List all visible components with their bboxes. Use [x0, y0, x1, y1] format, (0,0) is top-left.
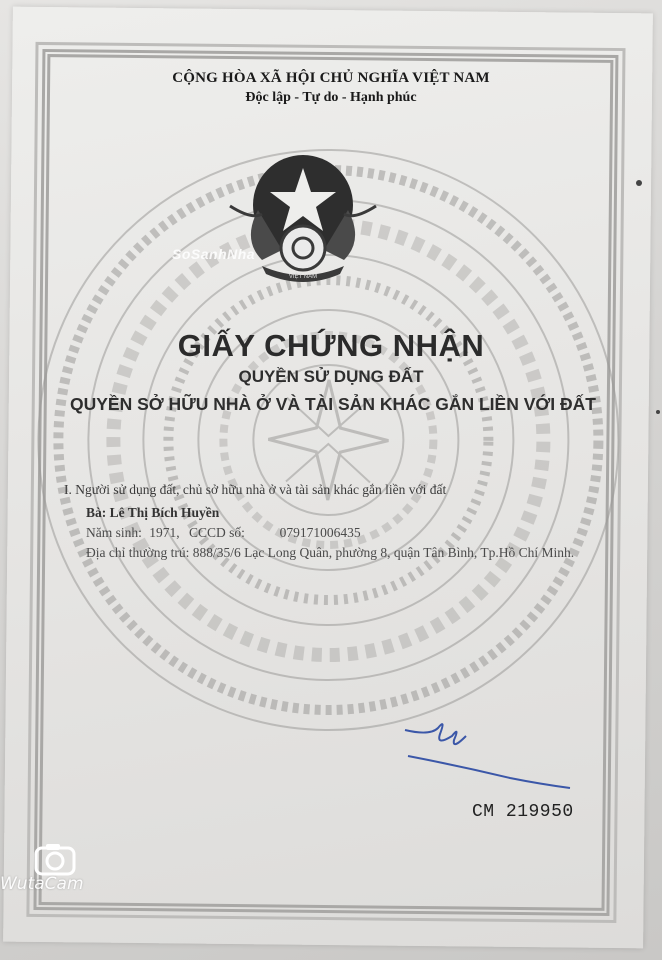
ink-signature: [400, 700, 580, 790]
birth-year: 1971,: [149, 525, 180, 540]
birth-label: Năm sinh:: [86, 525, 142, 540]
address-value: 888/35/6 Lạc Long Quân, phường 8, quận Tân Bình, Tp.Hồ Chí Minh.: [192, 545, 575, 560]
id-number: 079171006435: [279, 525, 361, 540]
address-row: [86, 543, 584, 563]
owner-name: Bà: Lê Thị Bích Huyền: [86, 505, 220, 520]
birth-id-row: [86, 523, 584, 543]
camera-app-watermark: WutaCam: [0, 874, 84, 894]
certificate-title: GIẤY CHỨNG NHẬN: [177, 328, 485, 363]
serial-number: CM 219950: [472, 802, 574, 822]
country-name: CỘNG HÒA XÃ HỘI CHỦ NGHĨA VIỆT NAM: [172, 70, 490, 86]
owner-section: [64, 480, 584, 563]
certificate-subtitle-2: QUYỀN SỞ HỮU NHÀ Ở VÀ TÀI SẢN KHÁC GẮN LIỀN VỚI ĐẤT: [70, 394, 596, 414]
emblem-banner-text: VIỆT NAM: [288, 274, 318, 280]
section-heading: I. Người sử dụng đất, chủ sở hữu nhà ở và tài sản khác gắn liền với đất: [64, 482, 447, 497]
address-label: Địa chỉ thường trú:: [86, 545, 190, 560]
site-watermark: SoSanhNha: [172, 246, 256, 262]
speck: [636, 180, 642, 186]
id-label: CCCD số:: [189, 525, 245, 540]
speck: [656, 410, 660, 414]
national-motto: Độc lập - Tự do - Hạnh phúc: [245, 90, 417, 105]
certificate-subtitle-1: QUYỀN SỬ DỤNG ĐẤT: [238, 367, 424, 386]
national-emblem-icon: [222, 150, 384, 290]
